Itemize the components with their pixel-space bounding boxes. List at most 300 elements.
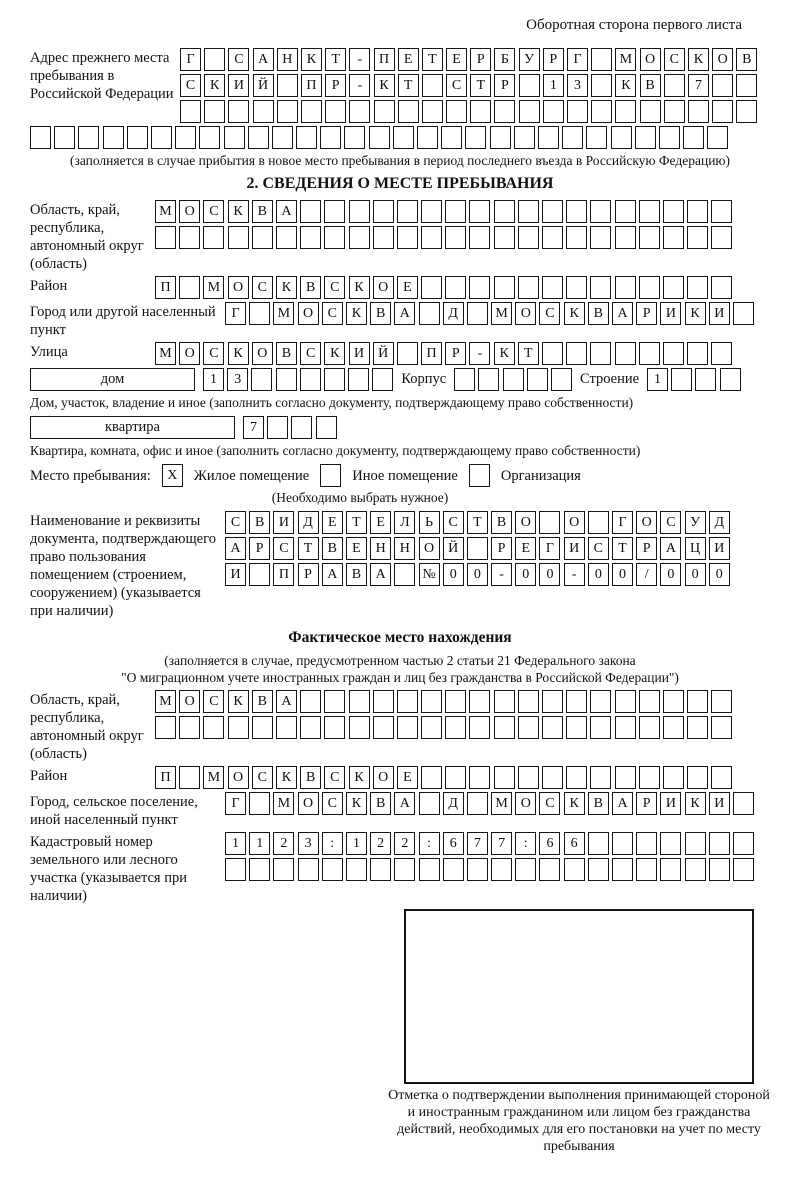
char-box[interactable]: 0 bbox=[660, 563, 681, 586]
char-box[interactable] bbox=[586, 126, 607, 149]
checkbox-other-premises[interactable] bbox=[320, 464, 341, 487]
char-box[interactable]: К bbox=[374, 74, 395, 97]
char-box[interactable] bbox=[542, 716, 563, 739]
char-box[interactable] bbox=[709, 858, 730, 881]
char-box[interactable]: Г bbox=[225, 792, 246, 815]
char-box[interactable] bbox=[78, 126, 99, 149]
char-box[interactable]: В bbox=[736, 48, 757, 71]
char-box[interactable] bbox=[422, 100, 443, 123]
char-box[interactable] bbox=[518, 716, 539, 739]
char-box[interactable] bbox=[224, 126, 245, 149]
char-box[interactable]: Д bbox=[443, 792, 464, 815]
char-box[interactable]: Р bbox=[494, 74, 515, 97]
char-box[interactable] bbox=[273, 858, 294, 881]
char-box[interactable] bbox=[349, 716, 370, 739]
char-box[interactable] bbox=[711, 716, 732, 739]
char-box[interactable]: А bbox=[322, 563, 343, 586]
char-box[interactable]: Р bbox=[298, 563, 319, 586]
char-box[interactable] bbox=[711, 766, 732, 789]
char-box[interactable] bbox=[518, 690, 539, 713]
char-box[interactable] bbox=[639, 200, 660, 223]
char-box[interactable] bbox=[179, 716, 200, 739]
char-box[interactable] bbox=[566, 766, 587, 789]
char-box[interactable] bbox=[300, 226, 321, 249]
char-box[interactable]: К bbox=[564, 302, 585, 325]
char-box[interactable]: А bbox=[612, 792, 633, 815]
char-box[interactable]: В bbox=[370, 302, 391, 325]
char-box[interactable] bbox=[469, 716, 490, 739]
char-box[interactable] bbox=[590, 226, 611, 249]
char-box[interactable]: 1 bbox=[203, 368, 224, 391]
char-box[interactable] bbox=[253, 100, 274, 123]
char-box[interactable]: О bbox=[515, 792, 536, 815]
char-box[interactable] bbox=[733, 858, 754, 881]
char-box[interactable]: И bbox=[709, 302, 730, 325]
char-box[interactable] bbox=[373, 226, 394, 249]
char-box[interactable]: Т bbox=[422, 48, 443, 71]
char-box[interactable] bbox=[688, 100, 709, 123]
char-box[interactable] bbox=[711, 226, 732, 249]
char-box[interactable] bbox=[564, 858, 585, 881]
char-box[interactable]: Й bbox=[443, 537, 464, 560]
char-box[interactable]: С bbox=[324, 276, 345, 299]
char-box[interactable]: Г bbox=[567, 48, 588, 71]
char-box[interactable] bbox=[685, 858, 706, 881]
char-box[interactable] bbox=[542, 226, 563, 249]
char-box[interactable] bbox=[397, 690, 418, 713]
char-box[interactable]: М bbox=[491, 302, 512, 325]
char-box[interactable]: Е bbox=[446, 48, 467, 71]
char-box[interactable] bbox=[660, 858, 681, 881]
char-box[interactable]: К bbox=[346, 302, 367, 325]
char-box[interactable]: В bbox=[252, 690, 273, 713]
char-box[interactable] bbox=[467, 792, 488, 815]
char-box[interactable]: О bbox=[419, 537, 440, 560]
char-box[interactable] bbox=[615, 276, 636, 299]
char-box[interactable] bbox=[588, 858, 609, 881]
char-box[interactable]: 6 bbox=[564, 832, 585, 855]
char-box[interactable] bbox=[454, 368, 475, 391]
char-box[interactable] bbox=[277, 74, 298, 97]
char-box[interactable]: - bbox=[349, 48, 370, 71]
char-box[interactable] bbox=[180, 100, 201, 123]
char-box[interactable] bbox=[445, 690, 466, 713]
char-box[interactable] bbox=[373, 200, 394, 223]
char-box[interactable] bbox=[445, 200, 466, 223]
char-box[interactable]: 0 bbox=[539, 563, 560, 586]
char-box[interactable] bbox=[615, 766, 636, 789]
char-box[interactable] bbox=[179, 276, 200, 299]
char-box[interactable]: К bbox=[685, 302, 706, 325]
char-box[interactable]: И bbox=[564, 537, 585, 560]
char-box[interactable]: Н bbox=[277, 48, 298, 71]
char-box[interactable]: 1 bbox=[249, 832, 270, 855]
char-box[interactable] bbox=[397, 200, 418, 223]
char-box[interactable] bbox=[711, 200, 732, 223]
char-box[interactable] bbox=[300, 716, 321, 739]
char-box[interactable] bbox=[175, 126, 196, 149]
char-box[interactable] bbox=[590, 342, 611, 365]
char-box[interactable] bbox=[640, 100, 661, 123]
char-box[interactable] bbox=[687, 342, 708, 365]
char-box[interactable] bbox=[422, 74, 443, 97]
char-box[interactable] bbox=[300, 368, 321, 391]
char-box[interactable]: П bbox=[273, 563, 294, 586]
char-box[interactable] bbox=[421, 690, 442, 713]
char-box[interactable]: 0 bbox=[588, 563, 609, 586]
char-box[interactable]: Г bbox=[539, 537, 560, 560]
char-box[interactable] bbox=[179, 766, 200, 789]
char-box[interactable] bbox=[736, 100, 757, 123]
char-box[interactable] bbox=[660, 832, 681, 855]
char-box[interactable] bbox=[204, 100, 225, 123]
char-box[interactable]: Р bbox=[636, 792, 657, 815]
char-box[interactable]: О bbox=[179, 200, 200, 223]
char-box[interactable]: С bbox=[252, 276, 273, 299]
char-box[interactable]: 2 bbox=[273, 832, 294, 855]
char-box[interactable] bbox=[228, 226, 249, 249]
char-box[interactable]: К bbox=[346, 792, 367, 815]
char-box[interactable] bbox=[467, 537, 488, 560]
char-box[interactable] bbox=[566, 342, 587, 365]
char-box[interactable] bbox=[636, 858, 657, 881]
char-box[interactable]: М bbox=[155, 342, 176, 365]
char-box[interactable]: Т bbox=[298, 537, 319, 560]
char-box[interactable]: Ц bbox=[685, 537, 706, 560]
char-box[interactable] bbox=[421, 766, 442, 789]
char-box[interactable]: Т bbox=[518, 342, 539, 365]
char-box[interactable] bbox=[344, 126, 365, 149]
char-box[interactable]: О bbox=[298, 302, 319, 325]
char-box[interactable] bbox=[663, 342, 684, 365]
char-box[interactable]: А bbox=[394, 792, 415, 815]
char-box[interactable] bbox=[733, 832, 754, 855]
char-box[interactable] bbox=[712, 74, 733, 97]
char-box[interactable] bbox=[615, 690, 636, 713]
char-box[interactable] bbox=[155, 226, 176, 249]
char-box[interactable] bbox=[252, 716, 273, 739]
char-box[interactable]: 7 bbox=[688, 74, 709, 97]
char-box[interactable] bbox=[590, 690, 611, 713]
char-box[interactable] bbox=[671, 368, 692, 391]
char-box[interactable] bbox=[635, 126, 656, 149]
char-box[interactable] bbox=[639, 716, 660, 739]
char-box[interactable] bbox=[736, 74, 757, 97]
char-box[interactable]: 0 bbox=[443, 563, 464, 586]
char-box[interactable]: 0 bbox=[709, 563, 730, 586]
char-box[interactable] bbox=[590, 276, 611, 299]
char-box[interactable]: С bbox=[203, 342, 224, 365]
char-box[interactable] bbox=[249, 858, 270, 881]
char-box[interactable] bbox=[325, 100, 346, 123]
char-box[interactable] bbox=[711, 342, 732, 365]
char-box[interactable] bbox=[397, 226, 418, 249]
char-box[interactable]: Д bbox=[443, 302, 464, 325]
char-box[interactable]: В bbox=[252, 200, 273, 223]
char-box[interactable]: Р bbox=[636, 537, 657, 560]
char-box[interactable] bbox=[393, 126, 414, 149]
char-box[interactable]: Р bbox=[445, 342, 466, 365]
char-box[interactable]: О bbox=[373, 276, 394, 299]
char-box[interactable]: В bbox=[588, 302, 609, 325]
char-box[interactable] bbox=[421, 200, 442, 223]
char-box[interactable]: В bbox=[346, 563, 367, 586]
char-box[interactable] bbox=[324, 690, 345, 713]
char-box[interactable]: Г bbox=[225, 302, 246, 325]
char-box[interactable]: А bbox=[370, 563, 391, 586]
char-box[interactable] bbox=[267, 416, 288, 439]
char-box[interactable] bbox=[419, 858, 440, 881]
char-box[interactable]: К bbox=[301, 48, 322, 71]
char-box[interactable]: О bbox=[564, 511, 585, 534]
char-box[interactable] bbox=[542, 690, 563, 713]
char-box[interactable] bbox=[566, 226, 587, 249]
char-box[interactable]: 1 bbox=[346, 832, 367, 855]
char-box[interactable]: 1 bbox=[543, 74, 564, 97]
char-box[interactable] bbox=[663, 766, 684, 789]
char-box[interactable] bbox=[228, 716, 249, 739]
char-box[interactable] bbox=[127, 126, 148, 149]
char-box[interactable] bbox=[467, 302, 488, 325]
char-box[interactable] bbox=[687, 690, 708, 713]
char-box[interactable]: Р bbox=[470, 48, 491, 71]
char-box[interactable]: К bbox=[494, 342, 515, 365]
char-box[interactable]: Е bbox=[398, 48, 419, 71]
char-box[interactable] bbox=[663, 226, 684, 249]
char-box[interactable]: Г bbox=[180, 48, 201, 71]
char-box[interactable]: Е bbox=[322, 511, 343, 534]
char-box[interactable] bbox=[30, 126, 51, 149]
char-box[interactable]: У bbox=[519, 48, 540, 71]
char-box[interactable]: А bbox=[394, 302, 415, 325]
char-box[interactable]: 7 bbox=[467, 832, 488, 855]
char-box[interactable] bbox=[542, 276, 563, 299]
char-box[interactable] bbox=[470, 100, 491, 123]
char-box[interactable] bbox=[591, 100, 612, 123]
char-box[interactable]: С bbox=[322, 302, 343, 325]
char-box[interactable] bbox=[709, 832, 730, 855]
char-box[interactable]: О bbox=[252, 342, 273, 365]
char-box[interactable]: К bbox=[324, 342, 345, 365]
char-box[interactable]: С bbox=[446, 74, 467, 97]
char-box[interactable] bbox=[204, 48, 225, 71]
char-box[interactable] bbox=[421, 226, 442, 249]
char-box[interactable]: Т bbox=[346, 511, 367, 534]
char-box[interactable] bbox=[443, 858, 464, 881]
char-box[interactable] bbox=[494, 690, 515, 713]
char-box[interactable]: К bbox=[685, 792, 706, 815]
char-box[interactable] bbox=[469, 200, 490, 223]
char-box[interactable] bbox=[421, 716, 442, 739]
char-box[interactable]: В bbox=[491, 511, 512, 534]
char-box[interactable]: - bbox=[564, 563, 585, 586]
char-box[interactable] bbox=[465, 126, 486, 149]
char-box[interactable]: Л bbox=[394, 511, 415, 534]
char-box[interactable]: С bbox=[443, 511, 464, 534]
char-box[interactable] bbox=[228, 100, 249, 123]
char-box[interactable]: 0 bbox=[515, 563, 536, 586]
char-box[interactable] bbox=[276, 226, 297, 249]
char-box[interactable] bbox=[590, 200, 611, 223]
char-box[interactable] bbox=[369, 126, 390, 149]
char-box[interactable] bbox=[446, 100, 467, 123]
char-box[interactable]: К bbox=[615, 74, 636, 97]
char-box[interactable] bbox=[687, 200, 708, 223]
char-box[interactable]: Ь bbox=[419, 511, 440, 534]
char-box[interactable] bbox=[394, 563, 415, 586]
char-box[interactable]: С bbox=[252, 766, 273, 789]
char-box[interactable]: У bbox=[685, 511, 706, 534]
char-box[interactable]: К bbox=[228, 690, 249, 713]
char-box[interactable] bbox=[322, 858, 343, 881]
char-box[interactable]: К bbox=[228, 342, 249, 365]
char-box[interactable]: К bbox=[349, 766, 370, 789]
char-box[interactable]: 7 bbox=[243, 416, 264, 439]
char-box[interactable] bbox=[298, 858, 319, 881]
char-box[interactable]: В bbox=[300, 276, 321, 299]
char-box[interactable] bbox=[419, 302, 440, 325]
char-box[interactable] bbox=[567, 100, 588, 123]
char-box[interactable]: О bbox=[228, 276, 249, 299]
char-box[interactable] bbox=[527, 368, 548, 391]
char-box[interactable]: С bbox=[228, 48, 249, 71]
char-box[interactable]: 3 bbox=[227, 368, 248, 391]
char-box[interactable]: В bbox=[640, 74, 661, 97]
checkbox-organization[interactable] bbox=[469, 464, 490, 487]
char-box[interactable]: А bbox=[253, 48, 274, 71]
char-box[interactable]: / bbox=[636, 563, 657, 586]
char-box[interactable]: 1 bbox=[647, 368, 668, 391]
char-box[interactable]: 3 bbox=[567, 74, 588, 97]
char-box[interactable] bbox=[639, 342, 660, 365]
char-box[interactable] bbox=[373, 716, 394, 739]
char-box[interactable] bbox=[324, 200, 345, 223]
char-box[interactable] bbox=[588, 832, 609, 855]
char-box[interactable]: 0 bbox=[612, 563, 633, 586]
char-box[interactable] bbox=[252, 226, 273, 249]
char-box[interactable]: О bbox=[640, 48, 661, 71]
char-box[interactable] bbox=[272, 126, 293, 149]
char-box[interactable] bbox=[615, 342, 636, 365]
char-box[interactable] bbox=[639, 226, 660, 249]
char-box[interactable] bbox=[518, 200, 539, 223]
char-box[interactable] bbox=[515, 858, 536, 881]
char-box[interactable]: 6 bbox=[539, 832, 560, 855]
char-box[interactable] bbox=[346, 858, 367, 881]
char-box[interactable]: И bbox=[273, 511, 294, 534]
char-box[interactable] bbox=[503, 368, 524, 391]
char-box[interactable]: К bbox=[276, 766, 297, 789]
char-box[interactable]: Р bbox=[249, 537, 270, 560]
char-box[interactable] bbox=[320, 126, 341, 149]
char-box[interactable] bbox=[494, 226, 515, 249]
char-box[interactable] bbox=[372, 368, 393, 391]
char-box[interactable] bbox=[566, 690, 587, 713]
char-box[interactable]: Е bbox=[515, 537, 536, 560]
char-box[interactable]: М bbox=[203, 766, 224, 789]
char-box[interactable] bbox=[324, 368, 345, 391]
char-box[interactable]: К bbox=[688, 48, 709, 71]
char-box[interactable] bbox=[663, 200, 684, 223]
char-box[interactable] bbox=[225, 858, 246, 881]
char-box[interactable]: : bbox=[322, 832, 343, 855]
char-box[interactable]: С bbox=[300, 342, 321, 365]
char-box[interactable]: О bbox=[298, 792, 319, 815]
char-box[interactable] bbox=[636, 832, 657, 855]
char-box[interactable]: С bbox=[324, 766, 345, 789]
char-box[interactable] bbox=[591, 74, 612, 97]
char-box[interactable] bbox=[324, 716, 345, 739]
char-box[interactable]: П bbox=[421, 342, 442, 365]
char-box[interactable] bbox=[733, 792, 754, 815]
char-box[interactable] bbox=[494, 716, 515, 739]
char-box[interactable]: : bbox=[419, 832, 440, 855]
char-box[interactable]: В bbox=[588, 792, 609, 815]
char-box[interactable] bbox=[590, 716, 611, 739]
char-box[interactable] bbox=[469, 276, 490, 299]
char-box[interactable] bbox=[543, 100, 564, 123]
char-box[interactable] bbox=[324, 226, 345, 249]
char-box[interactable]: Т bbox=[612, 537, 633, 560]
char-box[interactable] bbox=[685, 832, 706, 855]
char-box[interactable]: И bbox=[660, 792, 681, 815]
char-box[interactable] bbox=[664, 74, 685, 97]
char-box[interactable]: И bbox=[349, 342, 370, 365]
char-box[interactable]: 2 bbox=[370, 832, 391, 855]
char-box[interactable]: М bbox=[615, 48, 636, 71]
char-box[interactable] bbox=[251, 368, 272, 391]
char-box[interactable] bbox=[300, 200, 321, 223]
char-box[interactable]: М bbox=[155, 200, 176, 223]
char-box[interactable] bbox=[469, 766, 490, 789]
char-box[interactable]: Р bbox=[491, 537, 512, 560]
char-box[interactable] bbox=[720, 368, 741, 391]
char-box[interactable]: Т bbox=[325, 48, 346, 71]
char-box[interactable] bbox=[469, 690, 490, 713]
char-box[interactable] bbox=[588, 511, 609, 534]
char-box[interactable] bbox=[562, 126, 583, 149]
char-box[interactable]: О bbox=[179, 342, 200, 365]
char-box[interactable] bbox=[277, 100, 298, 123]
char-box[interactable] bbox=[397, 342, 418, 365]
char-box[interactable] bbox=[542, 200, 563, 223]
char-box[interactable] bbox=[639, 690, 660, 713]
char-box[interactable]: 2 bbox=[394, 832, 415, 855]
char-box[interactable] bbox=[611, 126, 632, 149]
char-box[interactable] bbox=[615, 100, 636, 123]
char-box[interactable]: Е bbox=[370, 511, 391, 534]
char-box[interactable]: П bbox=[374, 48, 395, 71]
char-box[interactable]: Н bbox=[394, 537, 415, 560]
char-box[interactable] bbox=[733, 302, 754, 325]
char-box[interactable]: И bbox=[225, 563, 246, 586]
char-box[interactable] bbox=[519, 74, 540, 97]
char-box[interactable]: М bbox=[273, 302, 294, 325]
char-box[interactable] bbox=[707, 126, 728, 149]
char-box[interactable]: К bbox=[228, 200, 249, 223]
char-box[interactable] bbox=[566, 276, 587, 299]
char-box[interactable]: О bbox=[179, 690, 200, 713]
char-box[interactable] bbox=[248, 126, 269, 149]
char-box[interactable]: Р bbox=[636, 302, 657, 325]
char-box[interactable]: В bbox=[300, 766, 321, 789]
char-box[interactable] bbox=[103, 126, 124, 149]
char-box[interactable]: О bbox=[515, 302, 536, 325]
char-box[interactable]: 1 bbox=[225, 832, 246, 855]
char-box[interactable] bbox=[590, 766, 611, 789]
char-box[interactable]: 3 bbox=[298, 832, 319, 855]
char-box[interactable]: О bbox=[712, 48, 733, 71]
